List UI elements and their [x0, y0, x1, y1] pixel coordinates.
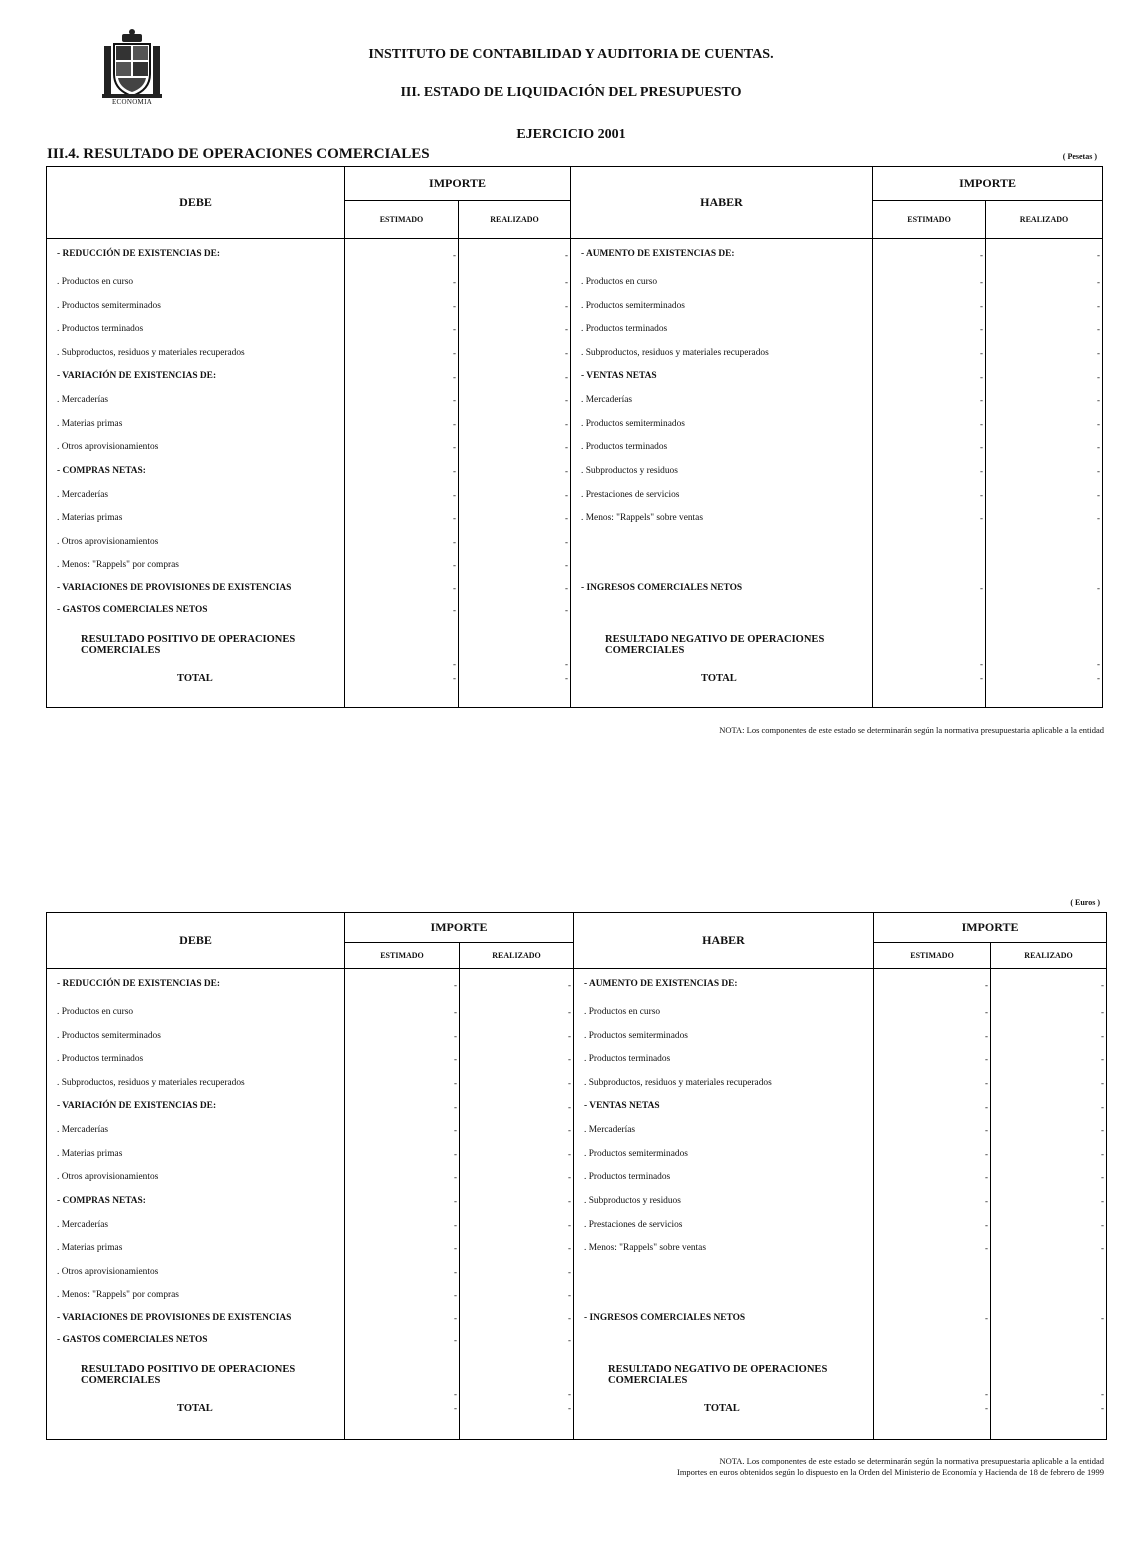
- haber-estimado-value: -: [873, 294, 986, 318]
- haber-realizado-value: -: [991, 1213, 1107, 1237]
- debe-label: TOTAL: [47, 1399, 345, 1417]
- haber-realizado-value: -: [991, 1024, 1107, 1048]
- blank-cell: [345, 687, 459, 707]
- table-row: [47, 1024, 1107, 1048]
- debe-estimado-value: -: [345, 1071, 460, 1095]
- table-row: [47, 969, 1107, 1001]
- realizado-header: REALIZADO: [459, 201, 571, 239]
- section-title: III.4. RESULTADO DE OPERACIONES COMERCIALES: [47, 146, 430, 162]
- debe-estimado-value: -: [345, 388, 459, 412]
- debe-estimado-value: -: [345, 1351, 460, 1399]
- haber-realizado-value: -: [991, 1166, 1107, 1190]
- haber-estimado-value: -: [874, 1142, 991, 1166]
- haber-label: . Mercaderías: [574, 1118, 874, 1142]
- debe-label: - VARIACIONES DE PROVISIONES DE EXISTENCIAS: [47, 577, 345, 599]
- statement-title: III. ESTADO DE LIQUIDACIÓN DEL PRESUPUESTO: [400, 85, 742, 100]
- table-row: [47, 1142, 1107, 1166]
- debe-realizado-value: -: [460, 1142, 574, 1166]
- haber-realizado-value: -: [991, 1142, 1107, 1166]
- debe-estimado-value: -: [345, 669, 459, 687]
- debe-realizado-value: -: [460, 1189, 574, 1213]
- haber-estimado-value: -: [873, 483, 986, 507]
- euros-table: [46, 912, 1107, 1440]
- debe-label: . Menos: "Rappels" por compras: [47, 554, 345, 578]
- haber-label: . Productos terminados: [571, 436, 873, 460]
- table-row: [47, 271, 1103, 295]
- haber-estimado-value: -: [874, 1024, 991, 1048]
- debe-label: . Productos en curso: [47, 1001, 345, 1025]
- importe-header: IMPORTE: [874, 913, 1107, 943]
- haber-estimado-value: -: [874, 1071, 991, 1095]
- debe-estimado-value: -: [345, 1236, 460, 1260]
- haber-estimado-value: -: [874, 1001, 991, 1025]
- debe-label: - COMPRAS NETAS:: [47, 1189, 345, 1213]
- haber-estimado-value: -: [873, 621, 986, 669]
- haber-label: . Productos en curso: [574, 1001, 874, 1025]
- debe-realizado-value: -: [459, 271, 571, 295]
- haber-realizado-value: [991, 1329, 1107, 1351]
- table-row: [47, 1399, 1107, 1417]
- haber-realizado-value: -: [986, 436, 1103, 460]
- debe-label: . Mercaderías: [47, 1118, 345, 1142]
- debe-realizado-value: -: [460, 1001, 574, 1025]
- blank-cell: [571, 687, 873, 707]
- haber-estimado-value: -: [874, 1236, 991, 1260]
- debe-label: . Subproductos, residuos y materiales recuperados: [47, 341, 345, 365]
- debe-estimado-value: -: [345, 530, 459, 554]
- estimado-header: ESTIMADO: [345, 201, 459, 239]
- pesetas-note: NOTA: Los componentes de este estado se determinarán según la normativa presupuestaria aplicable a la entidad: [719, 725, 1104, 735]
- haber-realizado-value: -: [991, 1351, 1107, 1399]
- exercise-year: EJERCICIO 2001: [516, 127, 626, 142]
- debe-label: . Productos terminados: [47, 318, 345, 342]
- debe-estimado-value: -: [345, 554, 459, 578]
- debe-realizado-value: -: [460, 1236, 574, 1260]
- debe-estimado-value: -: [345, 1329, 460, 1351]
- haber-realizado-value: [991, 1284, 1107, 1308]
- debe-header: DEBE: [47, 167, 345, 239]
- debe-realizado-value: -: [459, 239, 571, 271]
- debe-label: . Materias primas: [47, 506, 345, 530]
- importe-header: IMPORTE: [345, 913, 574, 943]
- haber-label: - INGRESOS COMERCIALES NETOS: [571, 577, 873, 599]
- haber-realizado-value: -: [986, 388, 1103, 412]
- debe-realizado-value: -: [459, 365, 571, 389]
- haber-estimado-value: -: [874, 1399, 991, 1417]
- debe-estimado-value: -: [345, 1024, 460, 1048]
- pesetas-table: [46, 166, 1103, 708]
- blank-cell: [986, 687, 1103, 707]
- blank-cell: [47, 1417, 345, 1439]
- haber-realizado-value: -: [986, 239, 1103, 271]
- haber-estimado-value: -: [874, 1351, 991, 1399]
- blank-cell: [459, 687, 571, 707]
- haber-realizado-value: -: [991, 1236, 1107, 1260]
- euros-note-line-2: Importes en euros obtenidos según lo dispuesto en la Orden del Ministerio de Economía y Hacienda de 18 de febrero de 1999: [676, 1467, 1104, 1477]
- haber-realizado-value: [991, 1260, 1107, 1284]
- debe-label: - COMPRAS NETAS:: [47, 459, 345, 483]
- debe-label: . Menos: "Rappels" por compras: [47, 1284, 345, 1308]
- debe-realizado-value: -: [459, 318, 571, 342]
- haber-realizado-value: -: [986, 271, 1103, 295]
- blank-cell: [991, 1417, 1107, 1439]
- haber-estimado-value: -: [874, 1189, 991, 1213]
- haber-label: . Menos: "Rappels" sobre ventas: [571, 506, 873, 530]
- blank-cell: [460, 1417, 574, 1439]
- debe-label: - GASTOS COMERCIALES NETOS: [47, 1329, 345, 1351]
- importe-header: IMPORTE: [345, 167, 571, 201]
- debe-label: . Otros aprovisionamientos: [47, 1260, 345, 1284]
- table-row: [47, 621, 1103, 669]
- table-row: [47, 1118, 1107, 1142]
- debe-realizado-value: -: [459, 530, 571, 554]
- haber-label: . Subproductos y residuos: [571, 459, 873, 483]
- haber-label: . Mercaderías: [571, 388, 873, 412]
- haber-label: - VENTAS NETAS: [571, 365, 873, 389]
- haber-realizado-value: -: [991, 1399, 1107, 1417]
- debe-label: . Otros aprovisionamientos: [47, 436, 345, 460]
- table-row: [47, 412, 1103, 436]
- haber-realizado-value: -: [986, 294, 1103, 318]
- debe-estimado-value: -: [345, 1048, 460, 1072]
- debe-label: RESULTADO POSITIVO DE OPERACIONES COMERCIALES: [47, 621, 345, 669]
- debe-realizado-value: -: [459, 459, 571, 483]
- haber-label: - VENTAS NETAS: [574, 1095, 874, 1119]
- debe-label: - VARIACIÓN DE EXISTENCIAS DE:: [47, 365, 345, 389]
- haber-label: [571, 530, 873, 554]
- debe-label: . Subproductos, residuos y materiales recuperados: [47, 1071, 345, 1095]
- debe-estimado-value: -: [345, 969, 460, 1001]
- institute-title: INSTITUTO DE CONTABILIDAD Y AUDITORIA DE CUENTAS.: [368, 47, 774, 62]
- haber-label: . Productos semiterminados: [574, 1142, 874, 1166]
- table-row: [47, 1001, 1107, 1025]
- debe-estimado-value: -: [345, 1095, 460, 1119]
- haber-label: [574, 1260, 874, 1284]
- haber-label: TOTAL: [574, 1399, 874, 1417]
- haber-realizado-value: -: [991, 1001, 1107, 1025]
- haber-label: . Prestaciones de servicios: [574, 1213, 874, 1237]
- table-row: [47, 577, 1103, 599]
- debe-realizado-value: -: [460, 1284, 574, 1308]
- haber-label: . Productos terminados: [574, 1166, 874, 1190]
- haber-estimado-value: -: [874, 1118, 991, 1142]
- debe-realizado-value: -: [459, 341, 571, 365]
- blank-cell: [47, 687, 345, 707]
- haber-estimado-value: [873, 530, 986, 554]
- haber-realizado-value: -: [986, 341, 1103, 365]
- debe-estimado-value: -: [345, 271, 459, 295]
- debe-estimado-value: -: [345, 1213, 460, 1237]
- haber-realizado-value: -: [986, 483, 1103, 507]
- realizado-header: REALIZADO: [460, 943, 574, 969]
- table-row: [47, 1260, 1107, 1284]
- table-row: [47, 530, 1103, 554]
- haber-label: RESULTADO NEGATIVO DE OPERACIONES COMERCIALES: [571, 621, 873, 669]
- haber-estimado-value: -: [873, 239, 986, 271]
- haber-label: - INGRESOS COMERCIALES NETOS: [574, 1307, 874, 1329]
- haber-realizado-value: -: [986, 365, 1103, 389]
- haber-realizado-value: [986, 530, 1103, 554]
- haber-label: [574, 1329, 874, 1351]
- haber-realizado-value: -: [986, 412, 1103, 436]
- debe-label: - VARIACIÓN DE EXISTENCIAS DE:: [47, 1095, 345, 1119]
- table-row: [47, 1189, 1107, 1213]
- blank-cell: [874, 1417, 991, 1439]
- haber-estimado-value: -: [873, 271, 986, 295]
- debe-realizado-value: -: [459, 577, 571, 599]
- debe-estimado-value: -: [345, 1260, 460, 1284]
- haber-label: . Menos: "Rappels" sobre ventas: [574, 1236, 874, 1260]
- haber-estimado-value: -: [873, 388, 986, 412]
- table-row: [47, 506, 1103, 530]
- haber-label: . Productos terminados: [574, 1048, 874, 1072]
- debe-estimado-value: -: [345, 1284, 460, 1308]
- estimado-header: ESTIMADO: [873, 201, 986, 239]
- debe-estimado-value: -: [345, 318, 459, 342]
- debe-estimado-value: -: [345, 436, 459, 460]
- debe-realizado-value: -: [459, 436, 571, 460]
- debe-realizado-value: -: [460, 1095, 574, 1119]
- debe-estimado-value: -: [345, 1166, 460, 1190]
- haber-label: . Subproductos, residuos y materiales recuperados: [574, 1071, 874, 1095]
- haber-label: [571, 599, 873, 621]
- blank-cell: [345, 1417, 460, 1439]
- estimado-header: ESTIMADO: [874, 943, 991, 969]
- debe-estimado-value: -: [345, 1001, 460, 1025]
- haber-label: . Subproductos y residuos: [574, 1189, 874, 1213]
- debe-realizado-value: -: [460, 1166, 574, 1190]
- table-row: [47, 599, 1103, 621]
- debe-estimado-value: -: [345, 483, 459, 507]
- debe-label: . Mercaderías: [47, 1213, 345, 1237]
- haber-estimado-value: [874, 1284, 991, 1308]
- haber-estimado-value: -: [873, 669, 986, 687]
- table-row: [47, 1329, 1107, 1351]
- debe-realizado-value: -: [459, 554, 571, 578]
- debe-label: . Otros aprovisionamientos: [47, 530, 345, 554]
- debe-realizado-value: -: [460, 1024, 574, 1048]
- haber-estimado-value: -: [873, 318, 986, 342]
- debe-realizado-value: -: [459, 669, 571, 687]
- importe-header: IMPORTE: [873, 167, 1103, 201]
- blank-cell: [873, 687, 986, 707]
- debe-estimado-value: -: [345, 341, 459, 365]
- haber-estimado-value: -: [873, 436, 986, 460]
- haber-estimado-value: -: [874, 1307, 991, 1329]
- table-row: [47, 239, 1103, 271]
- haber-label: . Productos semiterminados: [571, 294, 873, 318]
- debe-estimado-value: -: [345, 1118, 460, 1142]
- debe-realizado-value: -: [459, 388, 571, 412]
- debe-estimado-value: -: [345, 239, 459, 271]
- debe-estimado-value: -: [345, 365, 459, 389]
- table-row: [47, 1284, 1107, 1308]
- haber-header: HABER: [571, 167, 873, 239]
- debe-label: . Materias primas: [47, 412, 345, 436]
- haber-realizado-value: -: [986, 318, 1103, 342]
- haber-label: TOTAL: [571, 669, 873, 687]
- haber-estimado-value: -: [873, 365, 986, 389]
- haber-estimado-value: [873, 599, 986, 621]
- table-row: [47, 436, 1103, 460]
- haber-realizado-value: -: [991, 969, 1107, 1001]
- debe-realizado-value: -: [459, 506, 571, 530]
- table-row-blank: [47, 687, 1103, 707]
- haber-label: [571, 554, 873, 578]
- table-row: [47, 294, 1103, 318]
- haber-estimado-value: -: [874, 1095, 991, 1119]
- table-row: [47, 1236, 1107, 1260]
- table-row-blank: [47, 1417, 1107, 1439]
- table-row: [47, 1048, 1107, 1072]
- haber-estimado-value: -: [873, 341, 986, 365]
- debe-label: TOTAL: [47, 669, 345, 687]
- debe-label: - REDUCCIÓN DE EXISTENCIAS DE:: [47, 969, 345, 1001]
- table-row: [47, 1095, 1107, 1119]
- debe-estimado-value: -: [345, 459, 459, 483]
- haber-realizado-value: -: [991, 1307, 1107, 1329]
- table-row: [47, 1071, 1107, 1095]
- debe-label: RESULTADO POSITIVO DE OPERACIONES COMERCIALES: [47, 1351, 345, 1399]
- debe-realizado-value: -: [460, 1071, 574, 1095]
- debe-estimado-value: -: [345, 1189, 460, 1213]
- debe-realizado-value: -: [460, 1307, 574, 1329]
- unit-pesetas: ( Pesetas ): [1062, 152, 1097, 161]
- haber-label: . Productos en curso: [571, 271, 873, 295]
- haber-estimado-value: -: [873, 459, 986, 483]
- blank-cell: [574, 1417, 874, 1439]
- debe-label: - GASTOS COMERCIALES NETOS: [47, 599, 345, 621]
- haber-realizado-value: [986, 599, 1103, 621]
- debe-label: . Materias primas: [47, 1236, 345, 1260]
- table-row: [47, 388, 1103, 412]
- euros-note-line-1: NOTA. Los componentes de este estado se determinarán según la normativa presupuestaria aplicable a la entidad: [719, 1456, 1104, 1466]
- haber-estimado-value: -: [873, 506, 986, 530]
- realizado-header: REALIZADO: [986, 201, 1103, 239]
- haber-realizado-value: -: [986, 459, 1103, 483]
- haber-label: - AUMENTO DE EXISTENCIAS DE:: [574, 969, 874, 1001]
- debe-estimado-value: -: [345, 412, 459, 436]
- debe-label: . Mercaderías: [47, 483, 345, 507]
- debe-realizado-value: -: [459, 621, 571, 669]
- haber-estimado-value: [873, 554, 986, 578]
- haber-estimado-value: [874, 1329, 991, 1351]
- haber-label: - AUMENTO DE EXISTENCIAS DE:: [571, 239, 873, 271]
- debe-realizado-value: -: [460, 969, 574, 1001]
- haber-realizado-value: -: [986, 621, 1103, 669]
- table-row: [47, 1213, 1107, 1237]
- haber-estimado-value: -: [874, 1213, 991, 1237]
- debe-estimado-value: -: [345, 621, 459, 669]
- haber-estimado-value: [874, 1260, 991, 1284]
- debe-realizado-value: -: [460, 1213, 574, 1237]
- debe-estimado-value: -: [345, 577, 459, 599]
- table-row: [47, 318, 1103, 342]
- haber-realizado-value: -: [991, 1095, 1107, 1119]
- haber-realizado-value: -: [986, 506, 1103, 530]
- debe-header: DEBE: [47, 913, 345, 969]
- table-row: [47, 459, 1103, 483]
- table-row: [47, 669, 1103, 687]
- haber-realizado-value: -: [986, 669, 1103, 687]
- table-row: [47, 1307, 1107, 1329]
- debe-estimado-value: -: [345, 1399, 460, 1417]
- debe-estimado-value: -: [345, 506, 459, 530]
- haber-header: HABER: [574, 913, 874, 969]
- haber-realizado-value: -: [986, 577, 1103, 599]
- haber-label: [574, 1284, 874, 1308]
- debe-realizado-value: -: [460, 1351, 574, 1399]
- haber-label: . Productos semiterminados: [571, 412, 873, 436]
- debe-label: . Productos semiterminados: [47, 294, 345, 318]
- debe-label: . Otros aprovisionamientos: [47, 1166, 345, 1190]
- debe-label: - REDUCCIÓN DE EXISTENCIAS DE:: [47, 239, 345, 271]
- realizado-header: REALIZADO: [991, 943, 1107, 969]
- debe-label: . Productos terminados: [47, 1048, 345, 1072]
- debe-estimado-value: -: [345, 1142, 460, 1166]
- debe-realizado-value: -: [460, 1329, 574, 1351]
- haber-estimado-value: -: [874, 969, 991, 1001]
- table-row: [47, 341, 1103, 365]
- haber-realizado-value: -: [991, 1071, 1107, 1095]
- debe-estimado-value: -: [345, 1307, 460, 1329]
- debe-realizado-value: -: [460, 1118, 574, 1142]
- debe-label: . Materias primas: [47, 1142, 345, 1166]
- haber-label: . Productos terminados: [571, 318, 873, 342]
- debe-realizado-value: -: [459, 294, 571, 318]
- debe-realizado-value: -: [459, 599, 571, 621]
- debe-label: . Productos en curso: [47, 271, 345, 295]
- haber-label: . Subproductos, residuos y materiales recuperados: [571, 341, 873, 365]
- table-row: [47, 554, 1103, 578]
- haber-realizado-value: -: [991, 1118, 1107, 1142]
- haber-estimado-value: -: [873, 577, 986, 599]
- debe-realizado-value: -: [459, 483, 571, 507]
- haber-realizado-value: [986, 554, 1103, 578]
- debe-realizado-value: -: [460, 1399, 574, 1417]
- haber-label: RESULTADO NEGATIVO DE OPERACIONES COMERCIALES: [574, 1351, 874, 1399]
- haber-estimado-value: -: [873, 412, 986, 436]
- debe-realizado-value: -: [459, 412, 571, 436]
- debe-estimado-value: -: [345, 294, 459, 318]
- estimado-header: ESTIMADO: [345, 943, 460, 969]
- debe-realizado-value: -: [460, 1048, 574, 1072]
- debe-label: . Productos semiterminados: [47, 1024, 345, 1048]
- haber-realizado-value: -: [991, 1189, 1107, 1213]
- unit-euros: ( Euros ): [1070, 898, 1100, 907]
- haber-label: . Productos semiterminados: [574, 1024, 874, 1048]
- table-row: [47, 365, 1103, 389]
- haber-estimado-value: -: [874, 1166, 991, 1190]
- debe-label: - VARIACIONES DE PROVISIONES DE EXISTENCIAS: [47, 1307, 345, 1329]
- haber-realizado-value: -: [991, 1048, 1107, 1072]
- debe-label: . Mercaderías: [47, 388, 345, 412]
- haber-label: . Prestaciones de servicios: [571, 483, 873, 507]
- table-row: [47, 1351, 1107, 1399]
- haber-estimado-value: -: [874, 1048, 991, 1072]
- table-row: [47, 483, 1103, 507]
- logo-caption: ECONOMIA: [111, 98, 153, 106]
- debe-realizado-value: -: [460, 1260, 574, 1284]
- debe-estimado-value: -: [345, 599, 459, 621]
- table-row: [47, 1166, 1107, 1190]
